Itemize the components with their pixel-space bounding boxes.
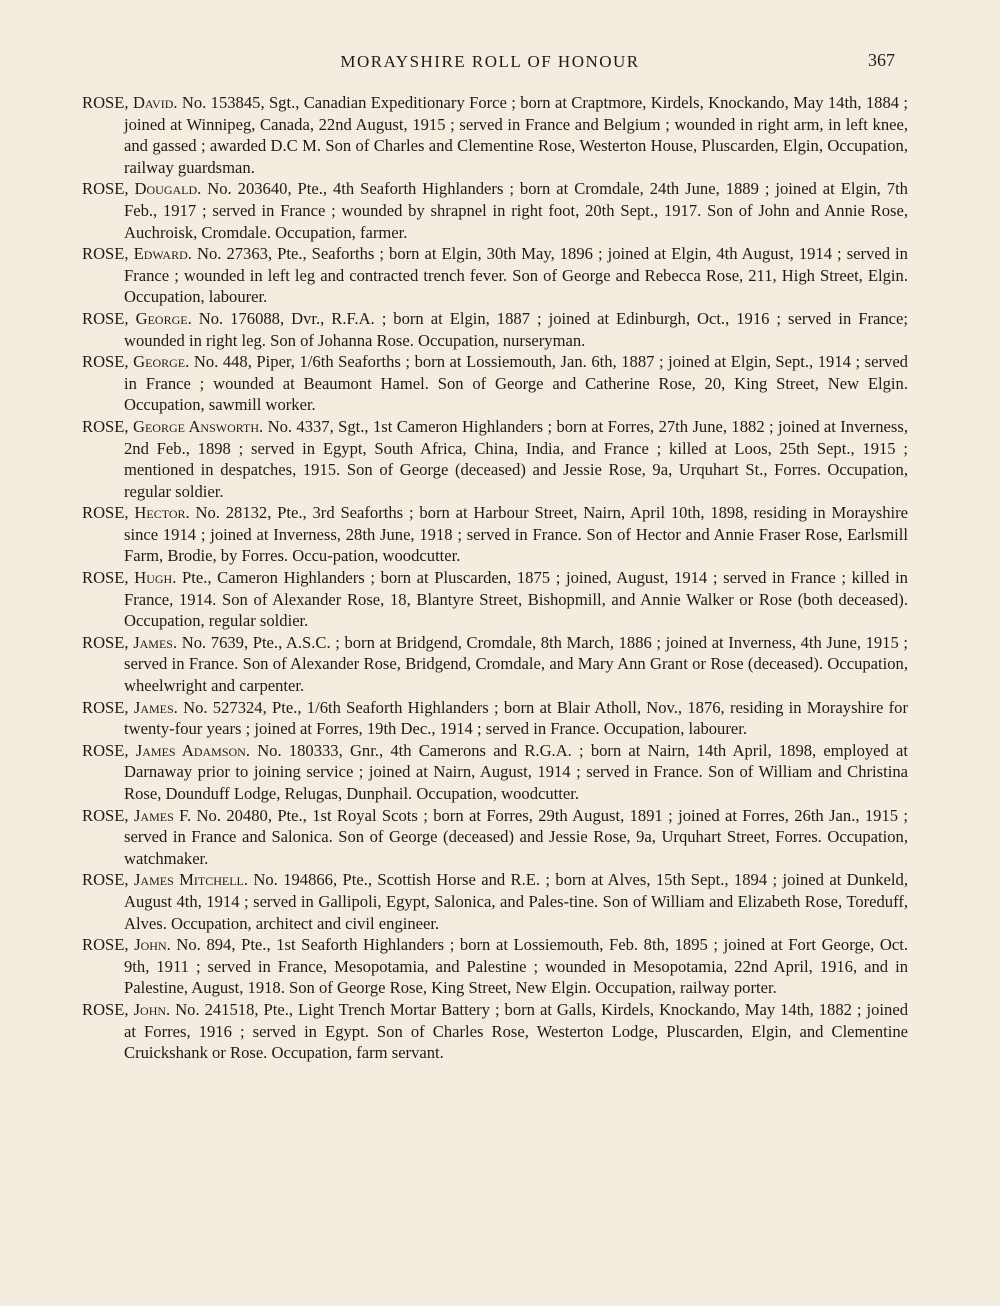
page-number: 367: [868, 50, 895, 70]
entry-text: No. 203640, Pte., 4th Seaforth Highlanders ; born at Cromdale, 24th June, 1889 ; joined at Elgin, 7th Feb., 1917 ; served in France ; wounded by shrapnel in right foot, 20th Sept., 1917. Son of John and Annie Rose, Auchroisk, Cromdale. Occupation, farmer.: [124, 179, 908, 242]
entry-given-name: James F.: [133, 805, 192, 825]
entry-given-name: James.: [133, 632, 178, 652]
roll-entry: [82, 632, 908, 697]
entry-given-name: George.: [135, 308, 192, 328]
entry-text: No. 194866, Pte., Scottish Horse and R.E. ; born at Alves, 15th Sept., 1894 ; joined at Dunkeld, August 4th, 1914 ; served in Gallipoli, Egypt, Salonica, and Pales-tine. Son of William and Elizabeth Rose, Toreduff, Alves. Occupation, architect and civil engineer.: [124, 870, 908, 933]
entry-surname: ROSE,: [82, 870, 129, 890]
entry-given-name: George Answorth.: [132, 416, 264, 436]
entry-text: No. 180333, Gnr., 4th Camerons and R.G.A. ; born at Nairn, 14th April, 1898, employed at Darnaway prior to joining service ; joined at Nairn, August, 1914 ; served in France. Son of William and Christina Rose, Dounduff Lodge, Relugas, Dunphail. Occupation, woodcutter.: [124, 740, 909, 803]
entry-surname: ROSE,: [82, 352, 129, 372]
entry-given-name: Hector.: [134, 503, 190, 523]
entry-surname: ROSE,: [82, 179, 129, 199]
entry-text: No. 7639, Pte., A.S.C. ; born at Bridgend, Cromdale, 8th March, 1886 ; joined at Inverness, 4th June, 1915 ; served in France. Son of Alexander Rose, Bridgend, Cromdale, and Mary Ann Grant or Rose (deceased). Occupation, wheelwright and carpenter.: [124, 632, 908, 696]
entry-surname: ROSE,: [82, 740, 129, 760]
entry-given-name: Dougald.: [134, 179, 202, 199]
entry-surname: ROSE,: [82, 308, 129, 328]
entry-surname: ROSE,: [82, 416, 129, 436]
entry-text: No. 241518, Pte., Light Trench Mortar Battery ; born at Galls, Kirdels, Knockando, May 14th, 1882 ; joined at Forres, 1916 ; served in Egypt. Son of Charles Rose, Westerton Lodge, Pluscarden, Elgin, and Clementine Cruickshank or Rose. Occupation, farm servant.: [124, 999, 909, 1063]
page-header: [80, 50, 900, 76]
roll-entry: [82, 416, 908, 502]
roll-entry: [82, 999, 908, 1064]
entry-text: No. 28132, Pte., 3rd Seaforths ; born at Harbour Street, Nairn, April 10th, 1898, residing in Morayshire since 1914 ; joined at Inverness, 28th June, 1918 ; served in France. Son of Hector and Annie Fraser Rose, Earlsmill Farm, Brodie, by Forres. Occu-pation, woodcutter.: [124, 503, 908, 566]
roll-entry: [82, 934, 908, 999]
entry-surname: ROSE,: [82, 632, 129, 652]
entry-text: No. 527324, Pte., 1/6th Seaforth Highlanders ; born at Blair Atholl, Nov., 1876, residing in Morayshire for twenty-four years ; joined at Forres, 19th Dec., 1914 ; served in France. Occupation, labourer.: [124, 697, 908, 739]
roll-entry: [82, 502, 908, 567]
entry-text: No. 27363, Pte., Seaforths ; born at Elgin, 30th May, 1896 ; joined at Elgin, 4th August, 1914 ; served in France ; wounded in left leg and contracted trench fever. Son of George and Rebecca Rose, 211, High Street, Elgin. Occupation, labourer.: [124, 244, 908, 307]
roll-entry: [82, 740, 908, 805]
entry-given-name: James.: [133, 697, 178, 717]
entry-surname: ROSE,: [82, 244, 129, 264]
entry-surname: ROSE,: [82, 697, 129, 717]
running-title: MORAYSHIRE ROLL OF HONOUR: [340, 52, 640, 71]
roll-entry: [82, 243, 908, 308]
entry-text: No. 4337, Sgt., 1st Cameron Highlanders ; born at Forres, 27th June, 1882 ; joined at Inverness, 2nd Feb., 1898 ; served in Egypt, South Africa, China, India, and France ; killed at Loos, 25th Sept., 1915 ; mentioned in despatches, 1915. Son of George (deceased) and Jessie Rose, 9a, Urquhart St., Forres. Occupation, regular soldier.: [124, 416, 908, 501]
entry-surname: ROSE,: [82, 999, 129, 1019]
entry-text: No. 20480, Pte., 1st Royal Scots ; born at Forres, 29th August, 1891 ; joined at Forres, 26th Jan., 1915 ; served in France and Salonica. Son of George (deceased) and Jessie Rose, 9a, Urquhart Street, Forres. Occupation, watchmaker.: [124, 805, 909, 868]
entry-text: No. 176088, Dvr., R.F.A. ; born at Elgin, 1887 ; joined at Edinburgh, Oct., 1916 ; served in France; wounded in right leg. Son of Johanna Rose. Occupation, nurseryman.: [124, 308, 908, 350]
entry-given-name: James Adamson.: [135, 740, 250, 760]
entry-given-name: James Mitchell.: [133, 870, 249, 890]
entry-given-name: Hugh.: [134, 568, 177, 588]
entry-given-name: John.: [134, 935, 171, 955]
roll-entry: [82, 308, 908, 351]
entry-surname: ROSE,: [82, 935, 129, 955]
entry-text: No. 448, Piper, 1/6th Seaforths ; born at Lossiemouth, Jan. 6th, 1887 ; joined at Elgin, Sept., 1914 ; served in France ; wounded at Beaumont Hamel. Son of George and Catherine Rose, 20, King Street, New Elgin. Occupation, sawmill worker.: [124, 352, 908, 415]
entry-surname: ROSE,: [82, 93, 129, 112]
entry-text: No. 894, Pte., 1st Seaforth Highlanders ; born at Lossiemouth, Feb. 8th, 1895 ; joined at Fort George, Oct. 9th, 1911 ; served in France, Mesopotamia, and Palestine ; wounded in Mesopotamia, 22nd April, 1916, and in Palestine, August, 1918. Son of George Rose, King Street, New Elgin. Occupation, railway porter.: [124, 935, 908, 998]
entry-given-name: Edward.: [133, 244, 192, 264]
roll-entry: [82, 92, 908, 178]
entry-given-name: John.: [133, 999, 171, 1019]
roll-entry: [82, 869, 908, 934]
entry-given-name: George.: [133, 352, 190, 372]
entry-surname: ROSE,: [82, 503, 129, 523]
entry-given-name: David.: [132, 93, 178, 112]
roll-entry: [82, 351, 908, 416]
roll-entry: [82, 805, 908, 870]
entry-surname: ROSE,: [82, 805, 129, 825]
entry-text: No. 153845, Sgt., Canadian Expeditionary Force ; born at Craptmore, Kirdels, Knockando, May 14th, 1884 ; joined at Winnipeg, Canada, 22nd August, 1915 ; served in France and Belgium ; wounded in right arm, in left knee, and gassed ; awarded D.C M. Son of Charles and Clementine Rose, Westerton House, Pluscarden, Elgin, Occupation, railway guardsman.: [124, 93, 908, 177]
roll-entry: [82, 697, 908, 740]
roll-entry: [82, 567, 908, 632]
entry-text: Pte., Cameron Highlanders ; born at Pluscarden, 1875 ; joined, August, 1914 ; served in France ; killed in France, 1914. Son of Alexander Rose, 18, Blantyre Street, Bishopmill, and Annie Walker or Rose (both deceased). Occupation, regular soldier.: [124, 568, 908, 631]
entry-surname: ROSE,: [82, 568, 129, 588]
roll-entry: [82, 178, 908, 243]
roll-entries: [82, 92, 908, 1064]
